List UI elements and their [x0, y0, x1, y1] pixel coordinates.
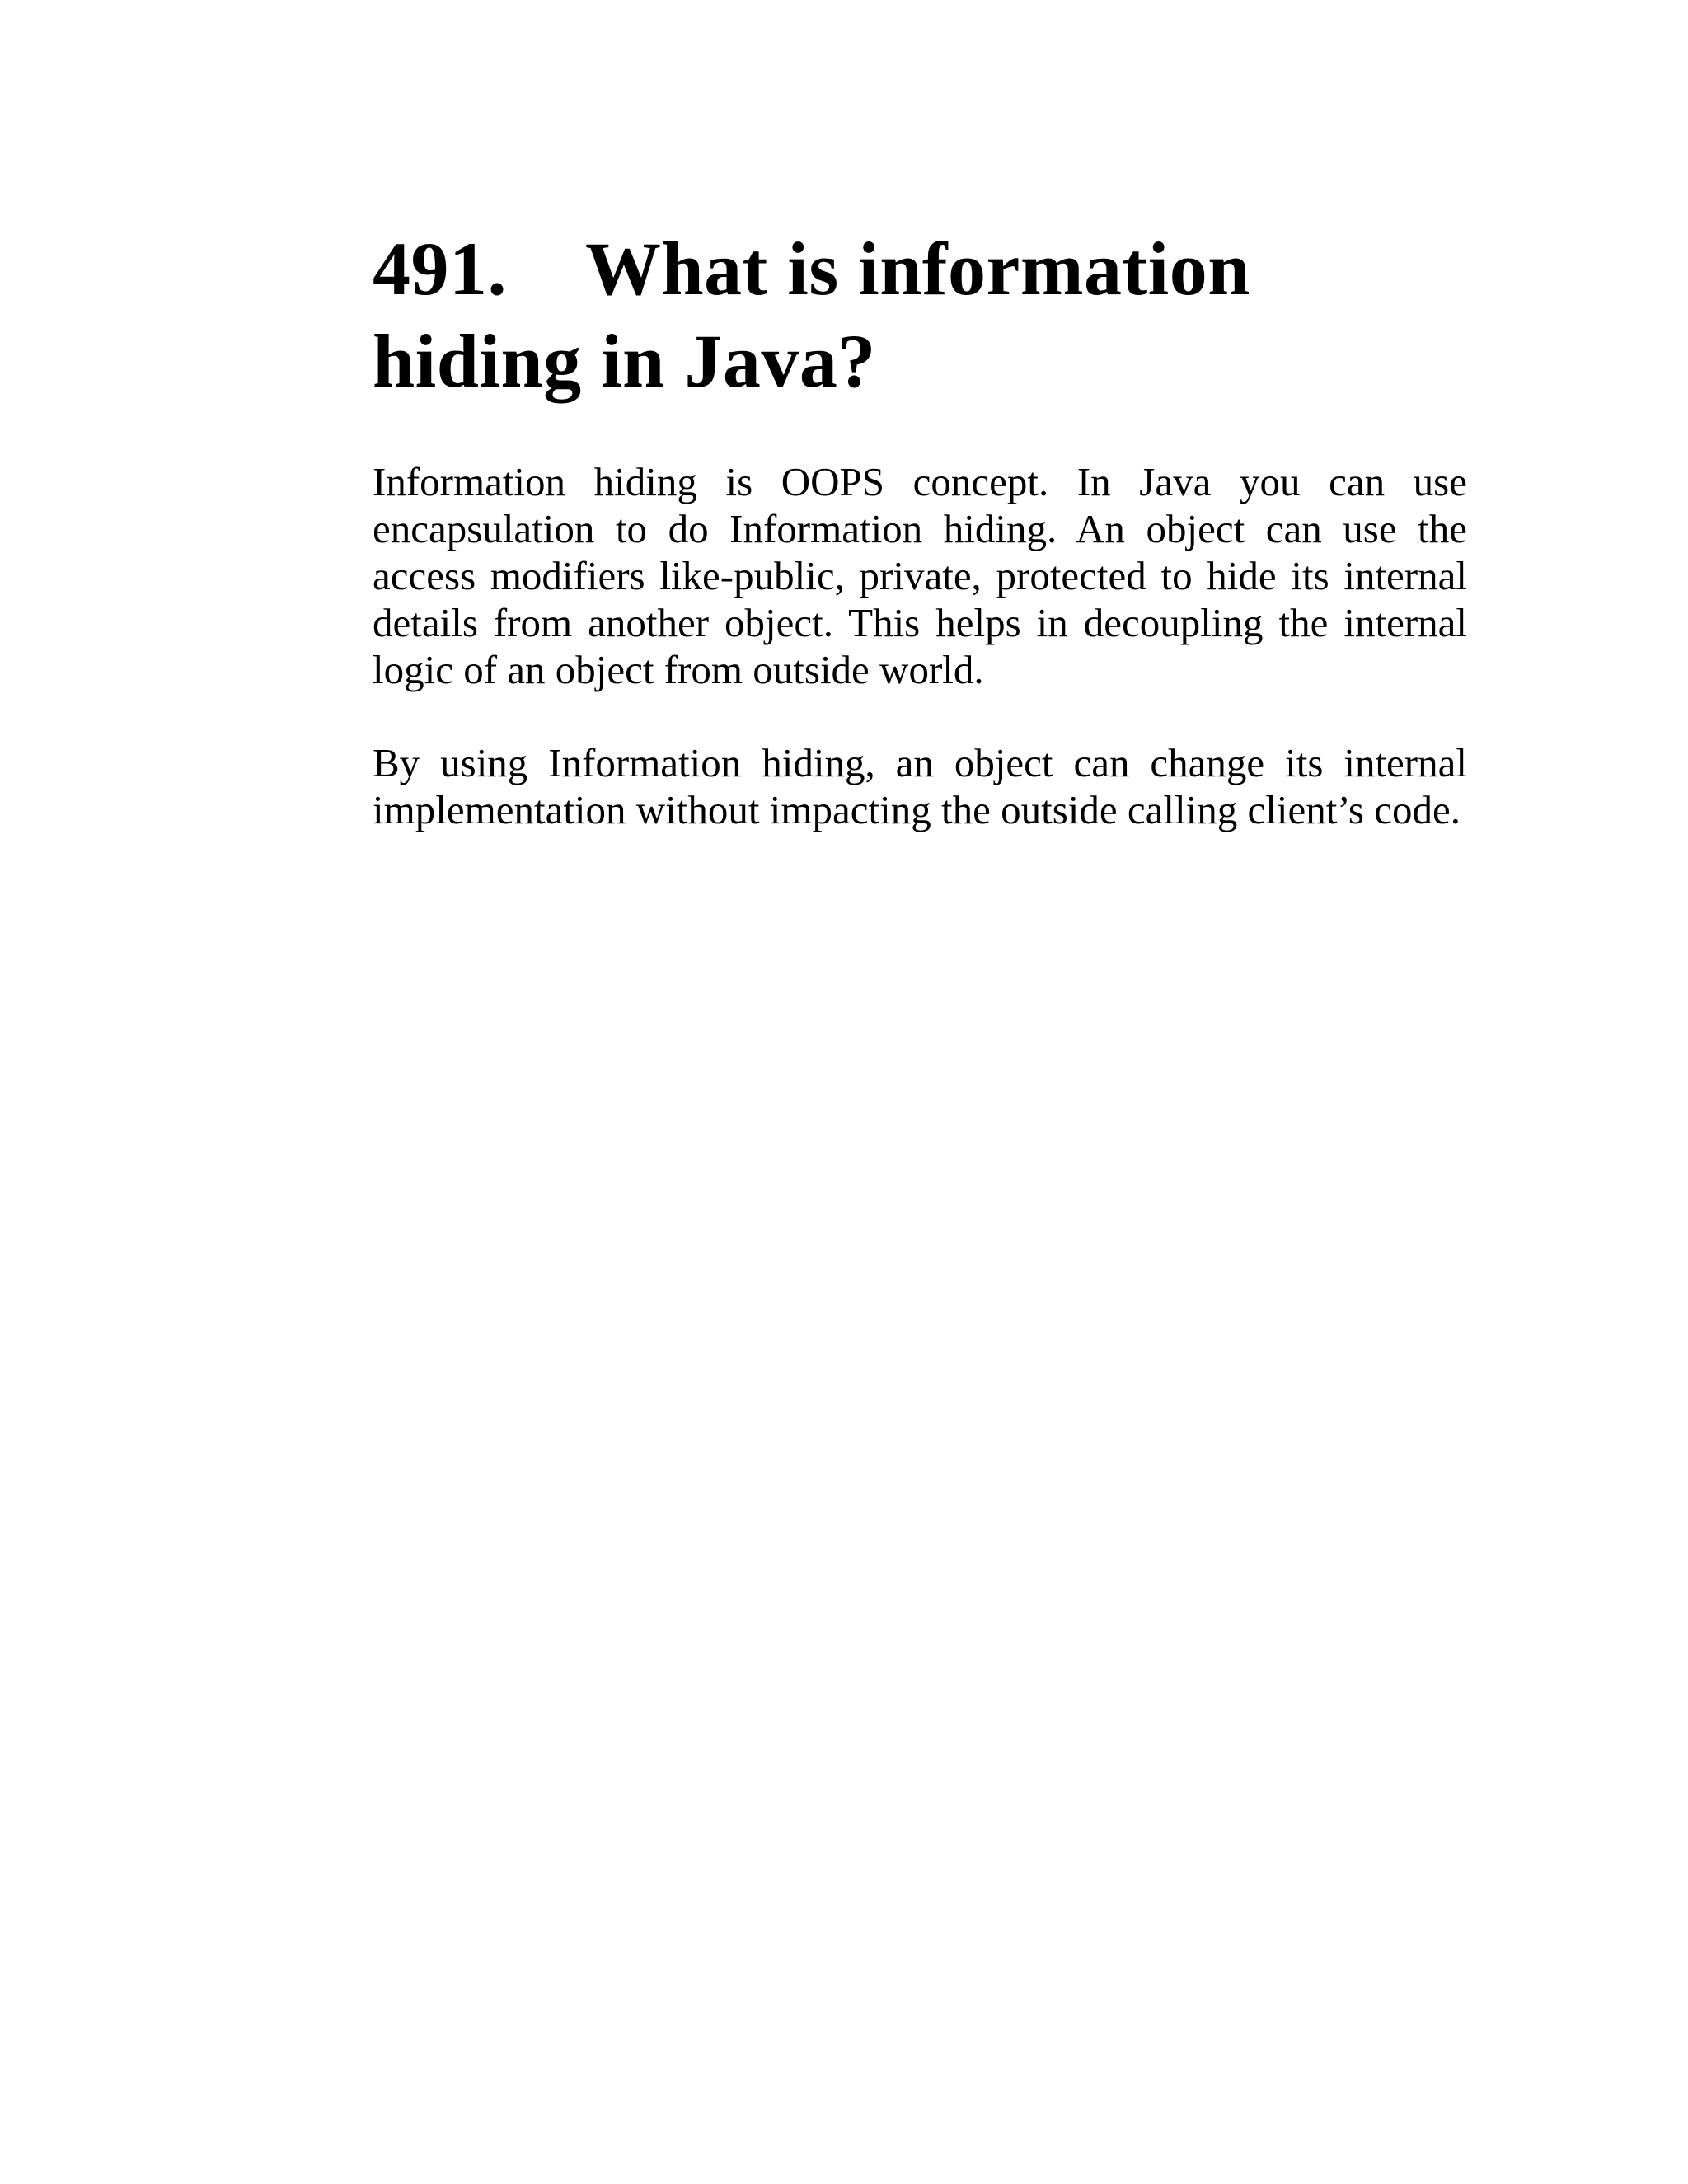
answer-paragraph-2: By using Information hiding, an object can change its internal implementation without impacting the outside calling client’s code.	[373, 740, 1467, 832]
page-content	[373, 223, 1467, 833]
question-title: What is information hiding in Java?	[373, 227, 1250, 403]
question-heading	[373, 223, 1467, 407]
answer-paragraph-1: Information hiding is OOPS concept. In Java you can use encapsulation to do Information hiding. An object can use the access modifiers like-public, private, protected to hide its internal details from another object. This helps in decoupling the internal logic of an object from outside world.	[373, 459, 1467, 692]
question-number: 491.	[373, 227, 507, 311]
